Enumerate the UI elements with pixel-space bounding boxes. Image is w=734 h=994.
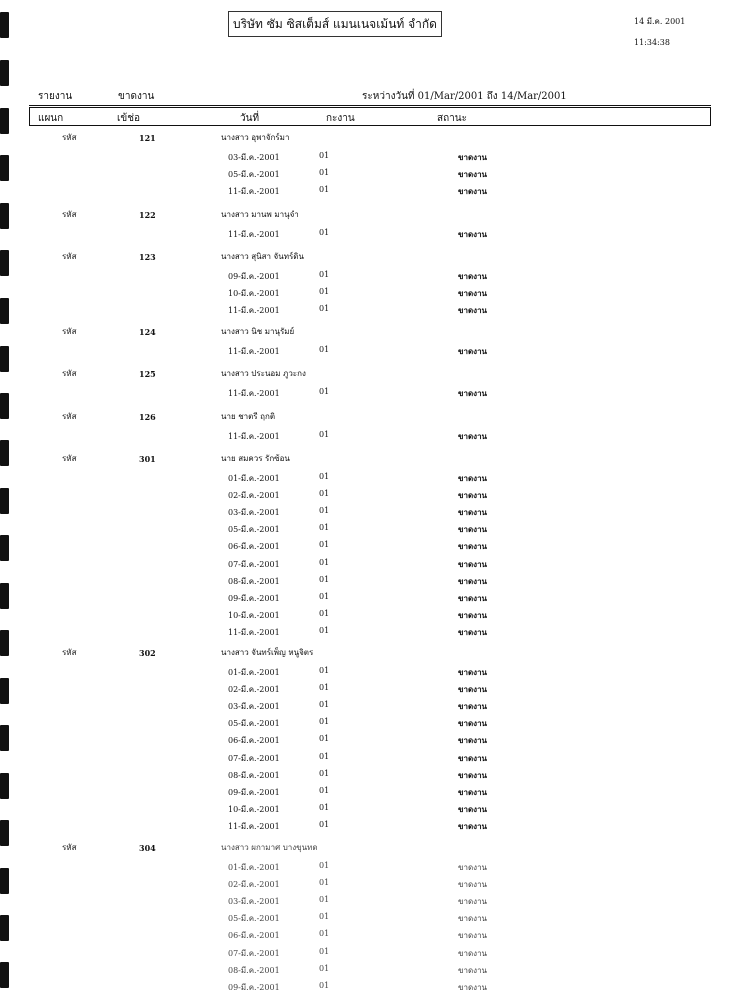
absence-date: 07-มี.ค.-2001 <box>228 948 280 958</box>
punch-hole <box>0 583 9 609</box>
absence-date: 10-มี.ค.-2001 <box>228 610 280 620</box>
punch-hole <box>0 820 9 846</box>
shift-code: 01 <box>319 980 330 990</box>
punch-hole <box>0 155 9 181</box>
absence-date: 03-มี.ค.-2001 <box>228 897 280 907</box>
print-time: 11:34:38 <box>634 38 670 47</box>
absence-status: ขาดงาน <box>458 541 488 552</box>
shift-code: 01 <box>319 666 330 675</box>
shift-code: 01 <box>319 185 330 195</box>
employee-code-label: รหัส <box>62 369 77 378</box>
punch-hole <box>0 12 9 38</box>
employee-code: 121 <box>139 133 156 143</box>
punch-hole <box>0 203 9 229</box>
absence-status: ขาดงาน <box>458 769 488 780</box>
absence-status: ขาดงาน <box>458 965 488 975</box>
shift-code: 01 <box>319 287 330 297</box>
shift-code: 01 <box>319 946 330 956</box>
shift-code: 01 <box>319 861 330 870</box>
shift-code: 01 <box>319 387 330 396</box>
absence-date: 11-มี.ค.-2001 <box>228 389 280 398</box>
absence-date: 09-มี.ค.-2001 <box>228 982 280 992</box>
absence-status: ขาดงาน <box>458 186 488 197</box>
shift-code: 01 <box>319 345 330 354</box>
shift-code: 01 <box>319 523 330 533</box>
absence-date: 11-มี.ค.-2001 <box>228 627 280 637</box>
absence-date: 07-มี.ค.-2001 <box>228 559 280 569</box>
shift-code: 01 <box>319 963 330 973</box>
employee-name: นาย ชาตรี ฤกติ <box>221 412 276 421</box>
company-title: บริษัท ซัม ซิสเต็มส์ แมนเนจเม้นท์ จำกัด <box>228 11 442 37</box>
absence-date: 05-มี.ค.-2001 <box>228 170 280 180</box>
punch-hole <box>0 440 9 466</box>
col-name: เข้ช่อ <box>117 113 141 124</box>
shift-code: 01 <box>319 574 330 584</box>
shift-code: 01 <box>319 878 330 888</box>
punch-hole <box>0 108 9 134</box>
absence-status: ขาดงาน <box>458 346 488 356</box>
absence-status: ขาดงาน <box>458 431 488 441</box>
print-date: 14 มี.ค. 2001 <box>634 17 686 26</box>
absence-status: ขาดงาน <box>458 490 488 501</box>
col-department: แผนก <box>38 113 64 124</box>
absence-status: ขาดงาน <box>458 388 488 398</box>
absence-status: ขาดงาน <box>458 507 488 518</box>
punch-hole <box>0 60 9 86</box>
absence-status: ขาดงาน <box>458 803 488 814</box>
punch-hole <box>0 488 9 514</box>
absence-date: 11-มี.ค.-2001 <box>228 230 280 239</box>
absence-status: ขาดงาน <box>458 863 488 872</box>
absence-status: ขาดงาน <box>458 473 488 483</box>
absence-date: 05-มี.ค.-2001 <box>228 719 280 729</box>
absence-date: 10-มี.ค.-2001 <box>228 289 280 299</box>
punch-hole <box>0 915 9 941</box>
employee-code-label: รหัส <box>62 327 77 336</box>
shift-code: 01 <box>319 895 330 905</box>
absence-status: ขาดงาน <box>458 820 488 831</box>
shift-code: 01 <box>319 430 330 439</box>
employee-code: 302 <box>139 648 156 658</box>
col-status: สถานะ <box>437 113 467 124</box>
punch-hole <box>0 535 9 561</box>
absence-status: ขาดงาน <box>458 626 488 637</box>
col-date: วันที่ <box>240 113 260 124</box>
absence-date: 10-มี.ค.-2001 <box>228 804 280 814</box>
absence-status: ขาดงาน <box>458 880 488 890</box>
punch-hole <box>0 630 9 656</box>
absence-date: 05-มี.ค.-2001 <box>228 525 280 535</box>
shift-code: 01 <box>319 768 330 778</box>
punch-hole <box>0 298 9 324</box>
absence-status: ขาดงาน <box>458 609 488 620</box>
punch-hole <box>0 773 9 799</box>
shift-code: 01 <box>319 751 330 761</box>
absence-status: ขาดงาน <box>458 229 488 239</box>
shift-code: 01 <box>319 700 330 710</box>
absence-date: 11-มี.ค.-2001 <box>228 306 280 316</box>
absence-status: ขาดงาน <box>458 592 488 603</box>
employee-name: นางสาว นิช มานุรัมย์ <box>221 327 295 336</box>
employee-code: 125 <box>139 369 156 379</box>
shift-code: 01 <box>319 270 330 279</box>
employee-code-label: รหัส <box>62 454 77 463</box>
employee-code-label: รหัส <box>62 133 77 142</box>
employee-name: นางสาว สุนิสา จันทร์ดิน <box>221 252 304 261</box>
absence-status: ขาดงาน <box>458 684 488 695</box>
shift-code: 01 <box>319 802 330 812</box>
employee-code: 123 <box>139 252 156 262</box>
absence-date: 03-มี.ค.-2001 <box>228 508 280 518</box>
absence-date: 01-มี.ค.-2001 <box>228 668 280 677</box>
absence-date: 08-มี.ค.-2001 <box>228 576 280 586</box>
employee-name: นางสาว อุพาจักร์มา <box>221 133 290 142</box>
absence-date: 06-มี.ค.-2001 <box>228 542 280 552</box>
date-range: ระหว่างวันที่ 01/Mar/2001 ถึง 14/Mar/2001 <box>362 91 567 102</box>
absence-date: 11-มี.ค.-2001 <box>228 187 280 197</box>
absence-status: ขาดงาน <box>458 701 488 712</box>
employee-code-label: รหัส <box>62 843 77 852</box>
absence-date: 06-มี.ค.-2001 <box>228 736 280 746</box>
absence-status: ขาดงาน <box>458 667 488 677</box>
absence-status: ขาดงาน <box>458 305 488 316</box>
employee-code: 301 <box>139 454 156 464</box>
shift-code: 01 <box>319 540 330 550</box>
shift-code: 01 <box>319 912 330 922</box>
header-rule <box>29 105 711 106</box>
absence-status: ขาดงาน <box>458 288 488 299</box>
shift-code: 01 <box>319 591 330 601</box>
absence-status: ขาดงาน <box>458 948 488 958</box>
shift-code: 01 <box>319 929 330 939</box>
report-label: รายงาน <box>38 91 73 102</box>
employee-name: นางสาว ผกามาศ บางขุนทด <box>221 843 318 852</box>
col-shift: กะงาน <box>326 113 355 124</box>
report-type: ขาดงาน <box>118 91 155 102</box>
employee-name: นางสาว จันทร์เพ็ญ หนูจิตร <box>221 648 314 657</box>
employee-name: นางสาว ประนอม ภูวะกง <box>221 369 306 378</box>
absence-status: ขาดงาน <box>458 152 488 162</box>
shift-code: 01 <box>319 228 330 237</box>
absence-status: ขาดงาน <box>458 786 488 797</box>
absence-date: 09-มี.ค.-2001 <box>228 787 280 797</box>
absence-date: 01-มี.ค.-2001 <box>228 863 280 872</box>
shift-code: 01 <box>319 168 330 178</box>
absence-date: 11-มี.ค.-2001 <box>228 347 280 356</box>
absence-date: 05-มี.ค.-2001 <box>228 914 280 924</box>
punch-hole <box>0 250 9 276</box>
absence-status: ขาดงาน <box>458 982 488 992</box>
absence-status: ขาดงาน <box>458 169 488 180</box>
employee-code-label: รหัส <box>62 412 77 421</box>
shift-code: 01 <box>319 734 330 744</box>
punch-hole <box>0 678 9 704</box>
shift-code: 01 <box>319 717 330 727</box>
employee-name: นางสาว มานพ มานุจำ <box>221 210 299 219</box>
shift-code: 01 <box>319 304 330 314</box>
absence-status: ขาดงาน <box>458 575 488 586</box>
absence-status: ขาดงาน <box>458 718 488 729</box>
shift-code: 01 <box>319 506 330 516</box>
shift-code: 01 <box>319 557 330 567</box>
absence-status: ขาดงาน <box>458 271 488 281</box>
punch-hole <box>0 346 9 372</box>
absence-date: 09-มี.ค.-2001 <box>228 593 280 603</box>
absence-date: 11-มี.ค.-2001 <box>228 821 280 831</box>
absence-status: ขาดงาน <box>458 931 488 941</box>
employee-code: 126 <box>139 412 156 422</box>
punch-hole <box>0 962 9 988</box>
absence-status: ขาดงาน <box>458 752 488 763</box>
employee-code: 124 <box>139 327 156 337</box>
punch-hole <box>0 393 9 419</box>
shift-code: 01 <box>319 489 330 499</box>
absence-date: 06-มี.ค.-2001 <box>228 931 280 941</box>
absence-status: ขาดงาน <box>458 897 488 907</box>
absence-date: 03-มี.ค.-2001 <box>228 702 280 712</box>
absence-date: 08-มี.ค.-2001 <box>228 770 280 780</box>
employee-code-label: รหัส <box>62 252 77 261</box>
employee-code: 122 <box>139 210 156 220</box>
absence-date: 03-มี.ค.-2001 <box>228 153 280 162</box>
absence-status: ขาดงาน <box>458 735 488 746</box>
employee-name: นาย สมควร รักซ้อน <box>221 454 290 463</box>
employee-code-label: รหัส <box>62 210 77 219</box>
absence-status: ขาดงาน <box>458 914 488 924</box>
absence-date: 02-มี.ค.-2001 <box>228 685 280 695</box>
absence-date: 01-มี.ค.-2001 <box>228 474 280 483</box>
absence-date: 08-มี.ค.-2001 <box>228 965 280 975</box>
shift-code: 01 <box>319 683 330 693</box>
absence-date: 09-มี.ค.-2001 <box>228 272 280 281</box>
punch-hole <box>0 725 9 751</box>
shift-code: 01 <box>319 785 330 795</box>
shift-code: 01 <box>319 625 330 635</box>
punch-hole <box>0 868 9 894</box>
shift-code: 01 <box>319 472 330 481</box>
shift-code: 01 <box>319 608 330 618</box>
absence-date: 02-มี.ค.-2001 <box>228 880 280 890</box>
shift-code: 01 <box>319 819 330 829</box>
absence-date: 11-มี.ค.-2001 <box>228 432 280 441</box>
absence-status: ขาดงาน <box>458 558 488 569</box>
shift-code: 01 <box>319 151 330 160</box>
absence-status: ขาดงาน <box>458 524 488 535</box>
absence-date: 07-มี.ค.-2001 <box>228 753 280 763</box>
employee-code: 304 <box>139 843 156 853</box>
employee-code-label: รหัส <box>62 648 77 657</box>
absence-date: 02-มี.ค.-2001 <box>228 491 280 501</box>
